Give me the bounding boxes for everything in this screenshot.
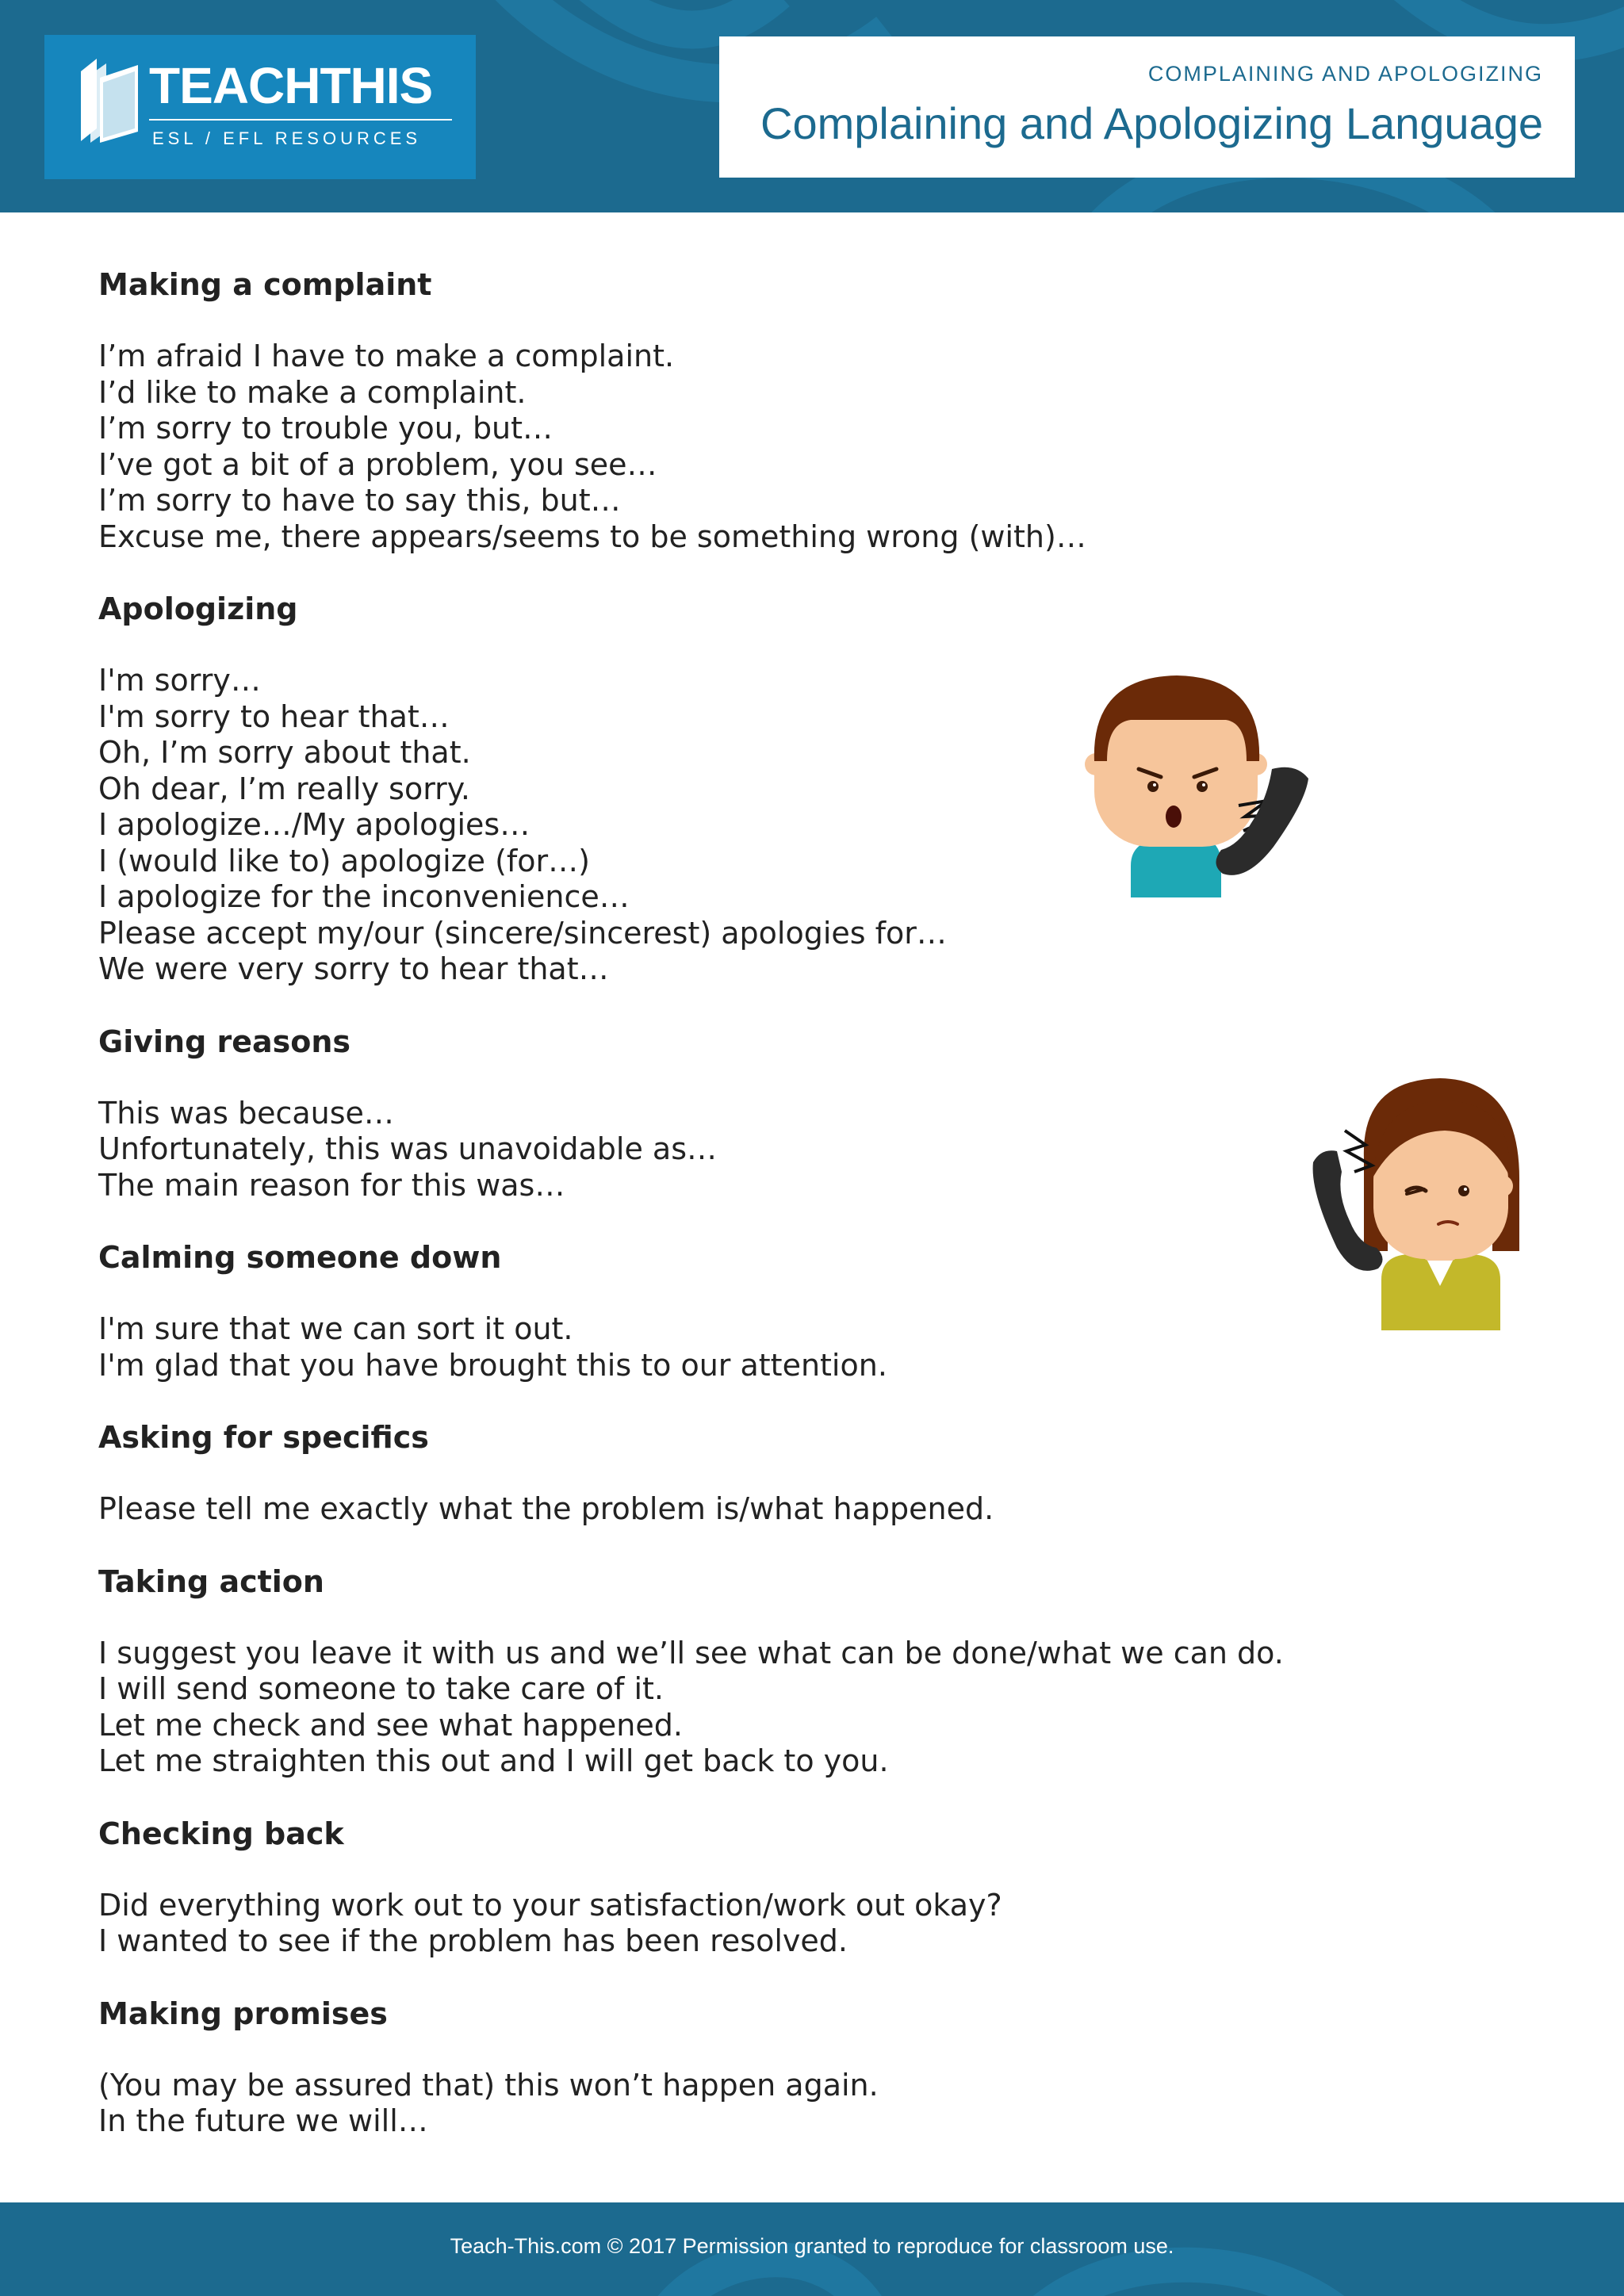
phrase-line: This was because… xyxy=(98,1095,394,1131)
phrase-line: Please accept my/our (sincere/sincerest) apologies for… xyxy=(98,915,947,951)
phrase-line: I’d like to make a complaint. xyxy=(98,374,527,410)
phrase-line: I will send someone to take care of it. xyxy=(98,1671,665,1706)
phrase-section xyxy=(98,1996,1335,2140)
phrase-section xyxy=(98,1239,1335,1419)
phrase-line: Oh, I’m sorry about that. xyxy=(98,735,471,770)
book-logo-icon xyxy=(76,55,140,144)
section-spacer xyxy=(98,555,1335,591)
annoyed-woman-on-phone-icon xyxy=(1305,1072,1527,1330)
logo-tagline: ESL / EFL RESOURCES xyxy=(152,128,422,148)
copyright-notice: Teach-This.com © 2017 Permission granted to reproduce for classroom use. xyxy=(450,2234,1174,2258)
phrase-line: In the future we will… xyxy=(98,2103,428,2138)
page-header xyxy=(0,0,1624,212)
phrase-line: I’ve got a bit of a problem, you see… xyxy=(98,446,657,482)
phrase-line: I’m afraid I have to make a complaint. xyxy=(98,339,675,373)
phrase-line: Excuse me, there appears/seems to be something wrong (with)… xyxy=(98,519,1086,554)
phrase-line: I (would like to) apologize (for…) xyxy=(98,843,591,878)
logo-wordmark: TEACHTHIS xyxy=(149,57,433,114)
phrase-line: I'm sorry… xyxy=(98,663,261,698)
phrase-section xyxy=(98,1419,1335,1563)
section-spacer xyxy=(98,1203,1335,1239)
section-heading: Checking back xyxy=(98,1816,344,1851)
phrase-line: The main reason for this was… xyxy=(98,1167,565,1203)
phrase-line: I’m sorry to trouble you, but… xyxy=(98,411,553,446)
phrase-line: I suggest you leave it with us and we’ll see what can be done/what we can do. xyxy=(98,1635,1284,1670)
section-spacer xyxy=(98,1383,1335,1419)
section-heading: Asking for specifics xyxy=(98,1420,429,1455)
section-heading: Making a complaint xyxy=(98,267,432,302)
section-spacer xyxy=(98,988,1335,1024)
section-heading: Taking action xyxy=(98,1563,324,1599)
logo-divider xyxy=(149,119,452,121)
phrase-line: I apologize…/My apologies… xyxy=(98,807,530,842)
page-title: Complaining and Apologizing Language xyxy=(760,98,1543,148)
phrase-line: I apologize for the inconvenience… xyxy=(98,879,630,914)
phrase-line: Let me straighten this out and I will get back to you. xyxy=(98,1743,889,1778)
phrase-sections xyxy=(98,266,1335,2140)
section-heading: Giving reasons xyxy=(98,1024,351,1059)
phrase-line: I'm sure that we can sort it out. xyxy=(98,1311,573,1346)
phrase-section xyxy=(98,266,1335,591)
angry-man-on-phone-icon xyxy=(1083,668,1313,897)
section-heading: Apologizing xyxy=(98,591,298,626)
phrase-line: I’m sorry to have to say this, but… xyxy=(98,483,621,518)
phrase-section xyxy=(98,1563,1335,1816)
page-kicker: COMPLAINING AND APOLOGIZING xyxy=(1147,62,1543,86)
phrase-line: Please tell me exactly what the problem is/what happened. xyxy=(98,1491,994,1526)
teachthis-logo[interactable] xyxy=(44,35,476,179)
section-spacer xyxy=(98,1960,1335,1996)
phrase-line: Oh dear, I’m really sorry. xyxy=(98,771,470,806)
phrase-line: Unfortunately, this was unavoidable as… xyxy=(98,1131,718,1166)
section-spacer xyxy=(98,1528,1335,1563)
phrase-line: I'm glad that you have brought this to our attention. xyxy=(98,1347,887,1383)
phrase-line: Did everything work out to your satisfaction/work out okay? xyxy=(98,1887,1002,1923)
phrase-section xyxy=(98,1024,1335,1240)
section-spacer xyxy=(98,1780,1335,1816)
section-heading: Making promises xyxy=(98,1996,388,2031)
phrase-line: (You may be assured that) this won’t happen again. xyxy=(98,2067,879,2103)
phrase-line: Let me check and see what happened. xyxy=(98,1707,683,1743)
section-heading: Calming someone down xyxy=(98,1240,502,1275)
phrase-line: I wanted to see if the problem has been resolved. xyxy=(98,1923,848,1958)
phrase-section xyxy=(98,1816,1335,1996)
phrase-line: We were very sorry to hear that… xyxy=(98,951,609,986)
page-footer xyxy=(0,2202,1624,2296)
title-box xyxy=(719,36,1575,178)
phrase-line: I'm sorry to hear that… xyxy=(98,698,450,734)
